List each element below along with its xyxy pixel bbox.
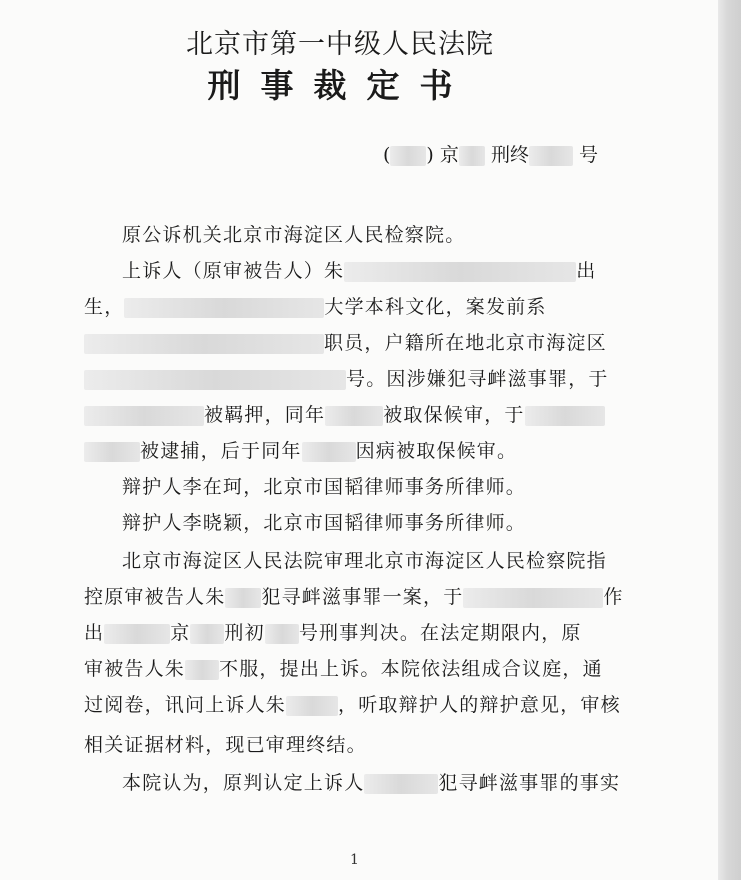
body-line-16 bbox=[122, 768, 620, 795]
body-line-8: 辩护人李在珂，北京市国韬律师事务所律师。 bbox=[122, 476, 527, 498]
text-segment: 作 bbox=[603, 586, 624, 608]
redacted-text bbox=[325, 406, 383, 426]
body-line-10: 北京市海淀区人民法院审理北京市海淀区人民检察院指 bbox=[122, 550, 607, 572]
redacted-text bbox=[364, 774, 438, 794]
text-segment: 号。因涉嫌犯寻衅滋事罪，于 bbox=[346, 368, 609, 390]
redacted-text bbox=[84, 406, 204, 426]
text-segment: 因病被取保候审。 bbox=[355, 440, 518, 462]
text-segment: 号刑事判决。在法定期限内，原 bbox=[298, 622, 582, 644]
body-line-7 bbox=[84, 436, 517, 463]
text-segment: 犯寻衅滋事罪的事实 bbox=[438, 772, 621, 794]
redacted-text bbox=[104, 624, 170, 644]
case-no-suffix: 号 bbox=[579, 144, 599, 166]
body-line-13 bbox=[84, 654, 603, 681]
redacted-text bbox=[302, 442, 356, 462]
case-no-court-abbr: 京 bbox=[439, 144, 459, 166]
text-segment: 犯寻衅滋事罪一案，于 bbox=[261, 586, 464, 608]
text-segment: 被取保候审，于 bbox=[383, 404, 525, 426]
text-segment: 被羁押，同年 bbox=[204, 404, 326, 426]
text-segment: 出 bbox=[576, 260, 597, 282]
redacted-text bbox=[190, 624, 224, 644]
redacted-year bbox=[390, 146, 426, 166]
body-line-14 bbox=[84, 690, 621, 717]
text-segment: 出 bbox=[84, 622, 105, 644]
case-no-type: 刑终 bbox=[490, 144, 529, 166]
redacted-text bbox=[225, 588, 261, 608]
case-number bbox=[383, 140, 598, 167]
text-segment: 本院认为，原判认定上诉人 bbox=[122, 772, 365, 794]
redacted-text bbox=[84, 370, 346, 390]
redacted-text bbox=[265, 624, 299, 644]
body-line-6 bbox=[84, 400, 605, 427]
body-line-1: 原公诉机关北京市海淀区人民检察院。 bbox=[122, 224, 466, 246]
redacted-code bbox=[459, 146, 485, 166]
text-segment: 生， bbox=[84, 296, 125, 318]
text-segment: 上诉人（原审被告人）朱 bbox=[122, 260, 345, 282]
redacted-number bbox=[529, 146, 573, 166]
text-segment: 不服，提出上诉。本院依法组成合议庭，通 bbox=[219, 658, 603, 680]
document-title: 刑事裁定书 bbox=[207, 66, 473, 105]
redacted-text bbox=[525, 406, 605, 426]
redacted-text bbox=[463, 588, 603, 608]
text-segment: ，听取辩护人的辩护意见，审核 bbox=[338, 694, 621, 716]
text-segment: 京 bbox=[170, 622, 191, 644]
text-segment: 控原审被告人朱 bbox=[84, 586, 226, 608]
body-line-2 bbox=[122, 256, 596, 283]
redacted-text bbox=[124, 298, 324, 318]
redacted-text bbox=[84, 334, 324, 354]
body-line-11 bbox=[84, 582, 624, 609]
case-no-close: ) bbox=[426, 144, 434, 166]
redacted-text bbox=[185, 660, 219, 680]
body-line-4 bbox=[84, 328, 607, 355]
redacted-text bbox=[344, 262, 576, 282]
redacted-text bbox=[286, 696, 338, 716]
text-segment: 过阅卷，讯问上诉人朱 bbox=[84, 694, 287, 716]
body-line-9: 辩护人李晓颖，北京市国韬律师事务所律师。 bbox=[122, 512, 527, 534]
body-line-15: 相关证据材料，现已审理终结。 bbox=[84, 734, 367, 756]
body-line-3 bbox=[84, 292, 547, 319]
text-segment: 刑初 bbox=[224, 622, 265, 644]
case-no-open: ( bbox=[383, 144, 391, 166]
text-segment: 职员，户籍所在地北京市海淀区 bbox=[324, 332, 607, 354]
scan-edge-shadow bbox=[718, 0, 741, 880]
court-name: 北京市第一中级人民法院 bbox=[186, 29, 494, 60]
redacted-text bbox=[84, 442, 140, 462]
text-segment: 大学本科文化，案发前系 bbox=[324, 296, 547, 318]
body-line-5 bbox=[84, 364, 609, 391]
page-number: 1 bbox=[350, 852, 359, 868]
text-segment: 审被告人朱 bbox=[84, 658, 186, 680]
body-line-12 bbox=[84, 618, 582, 645]
text-segment: 被逮捕，后于同年 bbox=[140, 440, 302, 462]
